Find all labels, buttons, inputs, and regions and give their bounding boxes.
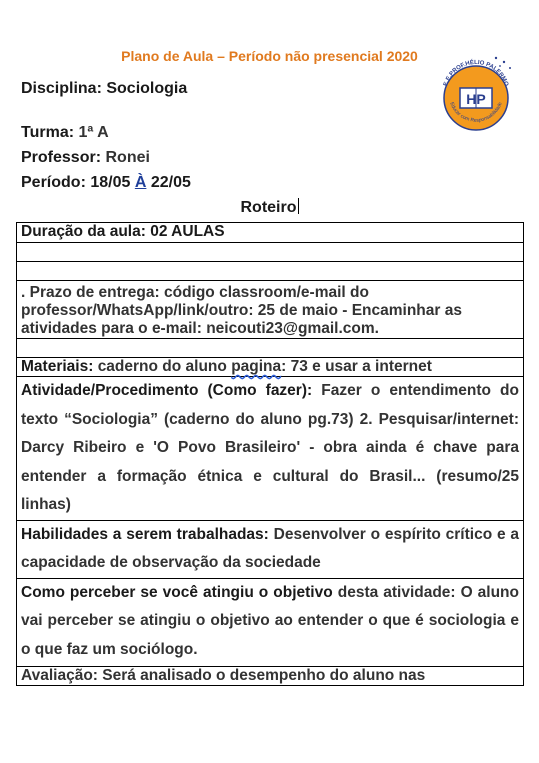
professor-line (21, 149, 150, 167)
disciplina-value: Sociologia (106, 80, 188, 97)
materiais-text-1: caderno do aluno (97, 358, 227, 375)
turma-label: Turma: (21, 124, 75, 141)
periodo-line (21, 174, 191, 192)
text-cursor (298, 198, 299, 214)
professor-value: Ronei (105, 149, 150, 166)
avaliacao-cell: Avaliação: Será analisado o desempenho do aluno nas (17, 666, 524, 685)
objetivo-label: Como perceber se você atingiu o objetivo (21, 583, 333, 601)
atividade-text: Fazer o entendimento do texto “Sociologia” (caderno do aluno pg.73) 2. Pesquisar/internet: Darcy Ribeiro e 'O Povo Brasileiro' - obra ainda é chave para entender a formação étnica e cultural do Brasil... (resumo/25 linhas) (21, 382, 519, 513)
empty-row-1 (17, 243, 524, 262)
disciplina-label: Disciplina: (21, 80, 102, 97)
empty-row-2 (17, 262, 524, 281)
professor-label: Professor: (21, 149, 102, 166)
objetivo-cell (17, 578, 524, 666)
periodo-separator: À (134, 174, 147, 191)
school-logo (434, 52, 518, 136)
objetivo-text: desta atividade: O aluno vai perceber se atingiu o objetivo ao entender o que é sociologia e o que faz um sociólogo. (21, 583, 519, 658)
turma-value: 1ª A (78, 124, 109, 141)
habilidades-cell (17, 520, 524, 578)
materiais-pagina: pagina (231, 358, 282, 375)
materiais-label: Materiais: (21, 358, 94, 375)
materiais-text-2: : 73 e usar a internet (281, 358, 432, 375)
habilidades-text: Desenvolver o espírito crítico e a capacidade de observação da sociedade (21, 525, 519, 571)
logo-bottom-text: Educar com Responsabilidade (448, 101, 504, 124)
logo-initials: HP (466, 91, 486, 107)
periodo-start: 18/05 (90, 174, 131, 191)
duracao-cell: Duração da aula: 02 AULAS (17, 223, 524, 243)
atividade-label: Atividade/Procedimento (Como fazer): (21, 382, 313, 399)
logo-stars (495, 57, 511, 69)
periodo-label: Período: (21, 174, 86, 191)
roteiro-heading (0, 198, 539, 217)
prazo-cell: . Prazo de entrega: código classroom/e-mail do professor/WhatsApp/link/outro: 25 de maio - Encaminhar as atividades para o e-mail: neicouti23@gmail.com. (17, 281, 524, 339)
empty-row-3 (17, 339, 524, 358)
disciplina-line (21, 80, 187, 98)
roteiro-table (16, 222, 524, 686)
turma-line (21, 124, 109, 142)
habilidades-label: Habilidades a serem trabalhadas: (21, 525, 269, 543)
atividade-cell (17, 377, 524, 521)
materiais-cell (17, 358, 524, 377)
roteiro-label: Roteiro (240, 199, 297, 216)
page-title: Plano de Aula – Período não presencial 2020 (121, 48, 418, 64)
logo-arc-text: E.E.PROF.HÉLIO PALERMO (443, 59, 509, 88)
periodo-end: 22/05 (150, 174, 191, 191)
